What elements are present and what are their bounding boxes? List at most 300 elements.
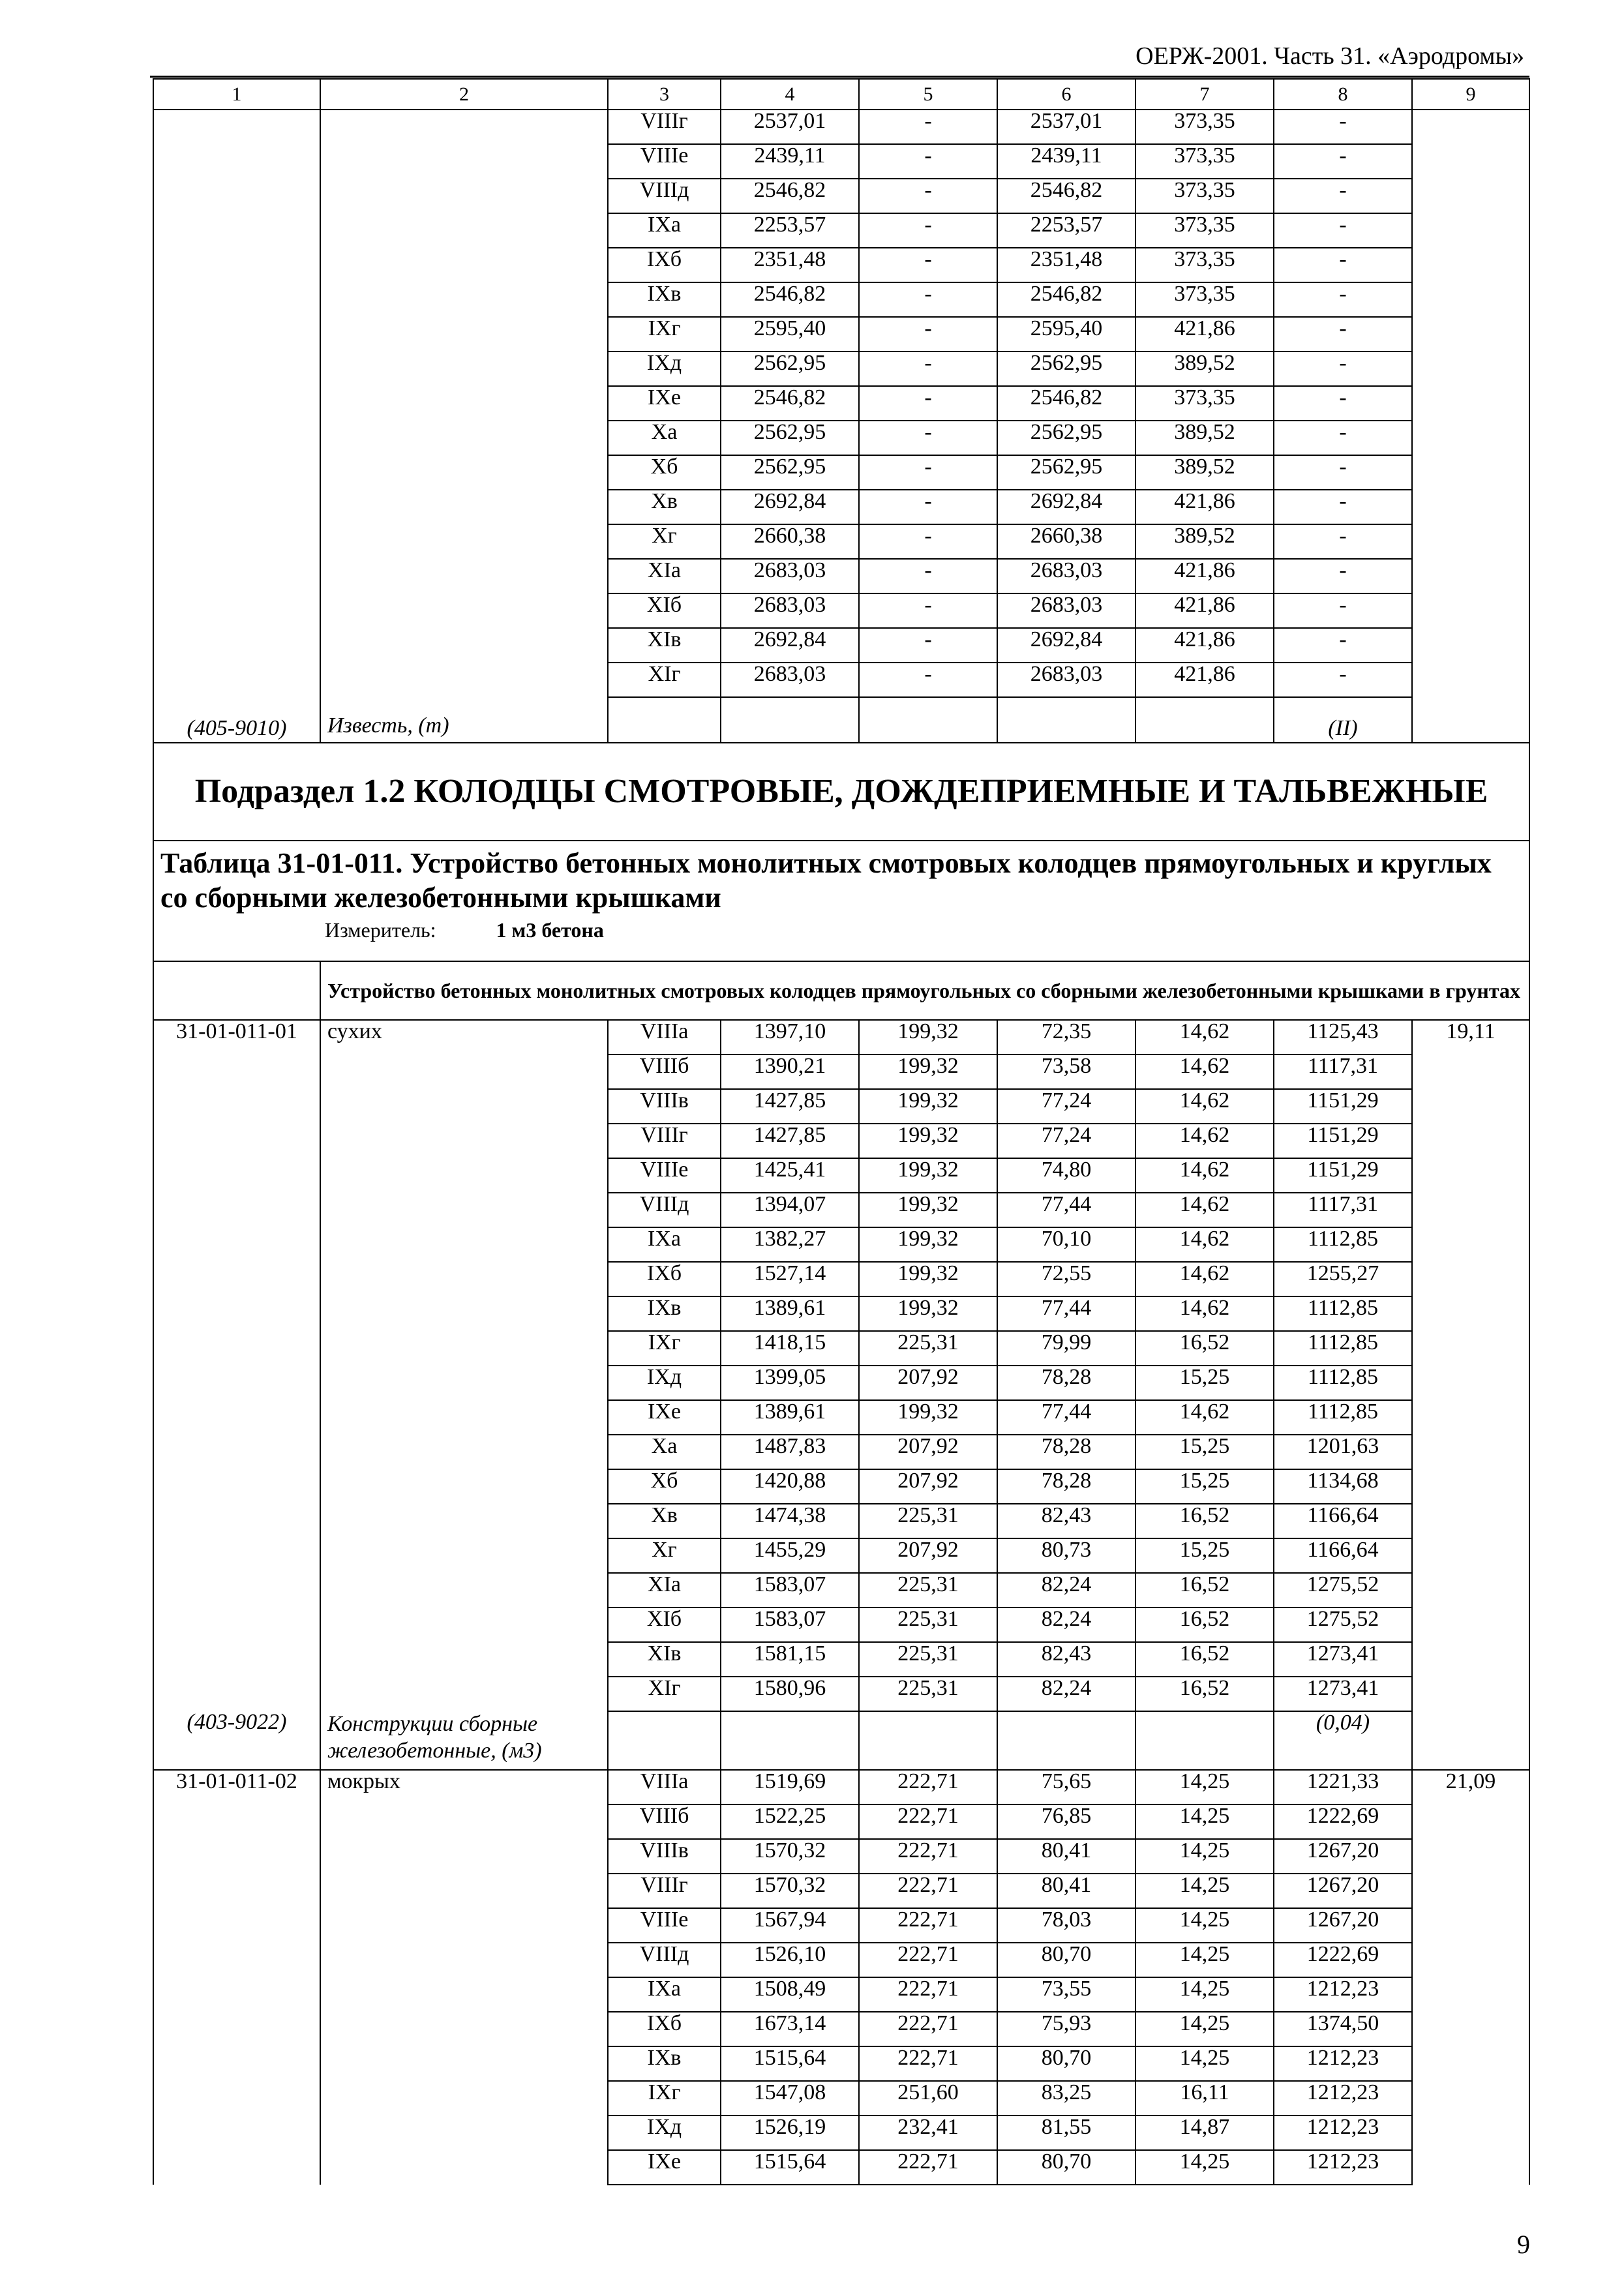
value-cell: 1151,29 [1274, 1124, 1412, 1158]
value-cell: 2562,95 [997, 455, 1135, 490]
table-title-cell [153, 841, 1529, 961]
work-name-cell [320, 1089, 608, 1124]
running-header [150, 38, 1529, 78]
empty-cell [1135, 697, 1274, 743]
table-row [153, 2081, 1529, 2116]
value-cell: 1112,85 [1274, 1296, 1412, 1331]
zone-cell: IXа [608, 1977, 721, 2012]
table-row [153, 213, 1529, 248]
value-cell: 2692,84 [721, 490, 859, 524]
value-cell: 14,62 [1135, 1089, 1274, 1124]
work-name-cell [320, 1331, 608, 1366]
value-cell: 1125,43 [1274, 1020, 1412, 1055]
value-cell: 1397,10 [721, 1020, 859, 1055]
value-cell: - [859, 593, 997, 628]
material-code: (405-9010) [153, 697, 320, 743]
subsection-title: Подраздел 1.2 КОЛОДЦЫ СМОТРОВЫЕ, ДОЖДЕПРИЕМНЫЕ И ТАЛЬВЕЖНЫЕ [153, 743, 1529, 841]
work-name-cell [320, 317, 608, 352]
table-row [153, 1874, 1529, 1908]
value-cell: 1112,85 [1274, 1366, 1412, 1400]
value-cell: 222,71 [859, 1804, 997, 1839]
zone-cell: Xа [608, 421, 721, 455]
value-cell: 70,10 [997, 1227, 1135, 1262]
table-row [153, 1608, 1529, 1642]
value-cell: 2351,48 [721, 248, 859, 282]
value-cell: 2546,82 [721, 282, 859, 317]
rate-code-cell [153, 282, 320, 317]
value-cell: 199,32 [859, 1400, 997, 1435]
value-cell: 1522,25 [721, 1804, 859, 1839]
value-cell: 77,44 [997, 1296, 1135, 1331]
value-cell: 1515,64 [721, 2046, 859, 2081]
work-name-cell [320, 2081, 608, 2116]
value-cell: 373,35 [1135, 213, 1274, 248]
labor-cell [1412, 490, 1529, 524]
group-title-row [153, 961, 1529, 1020]
zone-cell: IXг [608, 1331, 721, 1366]
value-cell: 1151,29 [1274, 1089, 1412, 1124]
labor-cell [1412, 1435, 1529, 1469]
table-row [153, 1538, 1529, 1573]
value-cell: 2660,38 [721, 524, 859, 559]
value-cell: 1389,61 [721, 1296, 859, 1331]
value-cell: 207,92 [859, 1538, 997, 1573]
table-row [153, 1124, 1529, 1158]
rate-code-cell [153, 110, 320, 144]
work-name-cell [320, 1573, 608, 1608]
value-cell: 72,55 [997, 1262, 1135, 1296]
value-cell: 16,52 [1135, 1331, 1274, 1366]
value-cell: 82,24 [997, 1573, 1135, 1608]
value-cell: 14,25 [1135, 1977, 1274, 2012]
table-row [153, 2150, 1529, 2185]
material-name: Конструкции сборные железобетонные, (м3) [320, 1711, 608, 1770]
value-cell: 1583,07 [721, 1573, 859, 1608]
value-cell: - [859, 490, 997, 524]
zone-cell: IXв [608, 282, 721, 317]
work-name-cell [320, 2046, 608, 2081]
zone-cell: XIг [608, 663, 721, 697]
value-cell: 225,31 [859, 1608, 997, 1642]
labor-cell [1412, 1227, 1529, 1262]
value-cell: - [859, 559, 997, 593]
value-cell: 1389,61 [721, 1400, 859, 1435]
value-cell: 232,41 [859, 2116, 997, 2150]
value-cell: 2351,48 [997, 248, 1135, 282]
zone-cell: XIа [608, 559, 721, 593]
value-cell: 1222,69 [1274, 1943, 1412, 1977]
rate-code-cell [153, 490, 320, 524]
value-cell: 1583,07 [721, 1608, 859, 1642]
labor-cell [1412, 144, 1529, 179]
value-cell: 14,25 [1135, 2046, 1274, 2081]
value-cell: 73,55 [997, 1977, 1135, 2012]
work-name-cell [320, 1804, 608, 1839]
rate-code-cell [153, 2046, 320, 2081]
work-name-cell [320, 1608, 608, 1642]
work-name-cell [320, 2116, 608, 2150]
rate-code-cell [153, 1331, 320, 1366]
table-row [153, 1193, 1529, 1227]
work-name-cell [320, 490, 608, 524]
value-cell: 2546,82 [997, 386, 1135, 421]
value-cell: - [1274, 352, 1412, 386]
material-code: (403-9022) [153, 1711, 320, 1770]
value-cell: 82,24 [997, 1608, 1135, 1642]
zone-cell: Xг [608, 524, 721, 559]
value-cell: 1570,32 [721, 1874, 859, 1908]
value-cell: 2683,03 [721, 593, 859, 628]
labor-cell [1412, 1642, 1529, 1677]
table-row [153, 1296, 1529, 1331]
value-cell: 14,25 [1135, 2150, 1274, 2185]
value-cell: - [859, 110, 997, 144]
value-cell: - [1274, 317, 1412, 352]
empty-cell [1135, 1711, 1274, 1770]
value-cell: 373,35 [1135, 248, 1274, 282]
zone-cell: IXд [608, 1366, 721, 1400]
table-row [153, 1366, 1529, 1400]
empty-cell [1412, 1711, 1529, 1770]
labor-cell [1412, 1504, 1529, 1538]
value-cell: 2546,82 [721, 386, 859, 421]
value-cell: 199,32 [859, 1124, 997, 1158]
material-qty: (0,04) [1274, 1711, 1412, 1770]
labor-cell [1412, 1538, 1529, 1573]
work-name-cell [320, 1055, 608, 1089]
empty-cell [859, 697, 997, 743]
zone-cell: VIIIд [608, 1193, 721, 1227]
value-cell: - [859, 213, 997, 248]
value-cell: 2692,84 [997, 628, 1135, 663]
zone-cell: XIв [608, 628, 721, 663]
table-row [153, 628, 1529, 663]
value-cell: 14,25 [1135, 2012, 1274, 2046]
work-name-cell [320, 1642, 608, 1677]
value-cell: 1567,94 [721, 1908, 859, 1943]
value-cell: - [1274, 282, 1412, 317]
value-cell: 1275,52 [1274, 1608, 1412, 1642]
labor-cell [1412, 1366, 1529, 1400]
value-cell: 1515,64 [721, 2150, 859, 2185]
value-cell: 79,99 [997, 1331, 1135, 1366]
value-cell: 373,35 [1135, 386, 1274, 421]
column-number: 1 [153, 79, 320, 110]
work-name-cell [320, 1296, 608, 1331]
value-cell: 2595,40 [997, 317, 1135, 352]
labor-cell [1412, 1089, 1529, 1124]
rate-code-cell [153, 1504, 320, 1538]
zone-cell: VIIIв [608, 1089, 721, 1124]
rate-code-cell: 31-01-011-01 [153, 1020, 320, 1055]
value-cell: 1112,85 [1274, 1331, 1412, 1366]
value-cell: 1474,38 [721, 1504, 859, 1538]
value-cell: 2546,82 [997, 179, 1135, 213]
zone-cell: VIIIе [608, 144, 721, 179]
value-cell: 1273,41 [1274, 1677, 1412, 1711]
work-name-cell [320, 1366, 608, 1400]
value-cell: 2562,95 [997, 421, 1135, 455]
value-cell: - [1274, 248, 1412, 282]
value-cell: 225,31 [859, 1642, 997, 1677]
rate-code-cell [153, 386, 320, 421]
value-cell: - [859, 421, 997, 455]
value-cell: - [859, 663, 997, 697]
table-row [153, 1943, 1529, 1977]
value-cell: 1418,15 [721, 1331, 859, 1366]
value-cell: 1112,85 [1274, 1400, 1412, 1435]
value-cell: 421,86 [1135, 663, 1274, 697]
measure-line [160, 920, 1522, 940]
table-row [153, 1089, 1529, 1124]
value-cell: 222,71 [859, 1874, 997, 1908]
value-cell: 199,32 [859, 1262, 997, 1296]
zone-cell: IXб [608, 1262, 721, 1296]
value-cell: 225,31 [859, 1573, 997, 1608]
value-cell: 74,80 [997, 1158, 1135, 1193]
labor-cell [1412, 1055, 1529, 1089]
rate-code-cell [153, 663, 320, 697]
value-cell: 2562,95 [721, 352, 859, 386]
value-cell: 2562,95 [997, 352, 1135, 386]
work-name-cell [320, 1435, 608, 1469]
empty-cell [859, 1711, 997, 1770]
value-cell: 14,62 [1135, 1227, 1274, 1262]
value-cell: 1487,83 [721, 1435, 859, 1469]
value-cell: 80,41 [997, 1839, 1135, 1874]
table-body [153, 79, 1529, 2185]
rate-code-cell [153, 1296, 320, 1331]
value-cell: 1394,07 [721, 1193, 859, 1227]
table-row [153, 559, 1529, 593]
zone-cell: IXа [608, 213, 721, 248]
table-row [153, 1469, 1529, 1504]
value-cell: 2546,82 [997, 282, 1135, 317]
labor-cell [1412, 282, 1529, 317]
value-cell: 2692,84 [997, 490, 1135, 524]
value-cell: 199,32 [859, 1158, 997, 1193]
empty-cell [1412, 697, 1529, 743]
value-cell: - [1274, 559, 1412, 593]
table-row [153, 1055, 1529, 1089]
value-cell: 1519,69 [721, 1770, 859, 1804]
value-cell: 251,60 [859, 2081, 997, 2116]
table-row [153, 1262, 1529, 1296]
value-cell: 1275,52 [1274, 1573, 1412, 1608]
work-name-cell [320, 1262, 608, 1296]
value-cell: 207,92 [859, 1469, 997, 1504]
value-cell: 199,32 [859, 1193, 997, 1227]
value-cell: 222,71 [859, 2046, 997, 2081]
work-name-cell [320, 352, 608, 386]
value-cell: 14,62 [1135, 1124, 1274, 1158]
rate-code-cell [153, 1055, 320, 1089]
work-name-cell [320, 1469, 608, 1504]
work-name-cell [320, 455, 608, 490]
value-cell: 2595,40 [721, 317, 859, 352]
value-cell: - [859, 144, 997, 179]
value-cell: - [859, 524, 997, 559]
zone-cell: VIIIв [608, 1839, 721, 1874]
labor-cell [1412, 524, 1529, 559]
rate-code-cell [153, 352, 320, 386]
value-cell: 77,44 [997, 1193, 1135, 1227]
value-cell: 80,41 [997, 1874, 1135, 1908]
rate-code-cell [153, 1193, 320, 1227]
table-row [153, 1804, 1529, 1839]
rate-code-cell [153, 455, 320, 490]
value-cell: 1527,14 [721, 1262, 859, 1296]
labor-cell [1412, 352, 1529, 386]
work-name-cell [320, 1677, 608, 1711]
table-row [153, 179, 1529, 213]
zone-cell: XIб [608, 593, 721, 628]
zone-cell: VIIIб [608, 1804, 721, 1839]
value-cell: 1117,31 [1274, 1055, 1412, 1089]
header-text: ОЕРЖ-2001. Часть 31. «Аэродромы» [1135, 42, 1524, 70]
material-row [153, 1711, 1529, 1770]
value-cell: - [1274, 628, 1412, 663]
work-name-cell [320, 1943, 608, 1977]
table-row [153, 1227, 1529, 1262]
value-cell: 78,28 [997, 1366, 1135, 1400]
value-cell: 1273,41 [1274, 1642, 1412, 1677]
page-number: 9 [1517, 2230, 1530, 2259]
value-cell: 421,86 [1135, 593, 1274, 628]
column-number: 6 [997, 79, 1135, 110]
value-cell: 222,71 [859, 2012, 997, 2046]
column-number: 8 [1274, 79, 1412, 110]
work-name-cell [320, 421, 608, 455]
labor-cell [1412, 1874, 1529, 1908]
value-cell: 222,71 [859, 1977, 997, 2012]
table-row [153, 1642, 1529, 1677]
table-row [153, 352, 1529, 386]
labor-cell [1412, 1124, 1529, 1158]
value-cell: 1570,32 [721, 1839, 859, 1874]
value-cell: 75,65 [997, 1770, 1135, 1804]
table-row [153, 386, 1529, 421]
labor-cell [1412, 1677, 1529, 1711]
zone-cell: VIIIг [608, 1124, 721, 1158]
value-cell: 389,52 [1135, 524, 1274, 559]
labor-cell [1412, 1908, 1529, 1943]
work-name-cell [320, 1158, 608, 1193]
labor-cell [1412, 421, 1529, 455]
value-cell: 1427,85 [721, 1089, 859, 1124]
value-cell: 1212,23 [1274, 1977, 1412, 2012]
value-cell: 222,71 [859, 1908, 997, 1943]
empty-cell [608, 1711, 721, 1770]
value-cell: 199,32 [859, 1020, 997, 1055]
work-name-cell [320, 663, 608, 697]
zone-cell: VIIIа [608, 1770, 721, 1804]
value-cell: 14,62 [1135, 1020, 1274, 1055]
rate-code-cell [153, 1262, 320, 1296]
value-cell: 1526,10 [721, 1943, 859, 1977]
value-cell: 1212,23 [1274, 2081, 1412, 2116]
value-cell: 1382,27 [721, 1227, 859, 1262]
value-cell: 73,58 [997, 1055, 1135, 1089]
value-cell: 1425,41 [721, 1158, 859, 1193]
rate-code-cell [153, 144, 320, 179]
zone-cell: Xа [608, 1435, 721, 1469]
value-cell: 82,43 [997, 1504, 1135, 1538]
value-cell: 1508,49 [721, 1977, 859, 2012]
value-cell: 199,32 [859, 1055, 997, 1089]
value-cell: 1117,31 [1274, 1193, 1412, 1227]
value-cell: 14,25 [1135, 1770, 1274, 1804]
table-row [153, 282, 1529, 317]
value-cell: - [1274, 386, 1412, 421]
labor-cell [1412, 2081, 1529, 2116]
column-number: 4 [721, 79, 859, 110]
zone-cell: VIIIе [608, 1908, 721, 1943]
value-cell: - [1274, 455, 1412, 490]
zone-cell: IXе [608, 1400, 721, 1435]
column-number: 2 [320, 79, 608, 110]
value-cell: 83,25 [997, 2081, 1135, 2116]
value-cell: - [859, 455, 997, 490]
table-row [153, 1770, 1529, 1804]
value-cell: - [1274, 663, 1412, 697]
labor-cell [1412, 1193, 1529, 1227]
rate-code-cell [153, 1158, 320, 1193]
zone-cell: IXд [608, 352, 721, 386]
labor-cell [1412, 1943, 1529, 1977]
value-cell: 14,25 [1135, 1874, 1274, 1908]
value-cell: 16,52 [1135, 1573, 1274, 1608]
empty-cell [153, 961, 320, 1020]
zone-cell: Xв [608, 490, 721, 524]
work-name-cell [320, 593, 608, 628]
value-cell: 421,86 [1135, 490, 1274, 524]
value-cell: 1526,19 [721, 2116, 859, 2150]
zone-cell: Xг [608, 1538, 721, 1573]
group-title: Устройство бетонных монолитных смотровых колодцев прямоугольных со сборными железобетонными крышками в грунтах [320, 961, 1529, 1020]
work-name-cell [320, 110, 608, 144]
zone-cell: IXг [608, 2081, 721, 2116]
labor-cell [1412, 559, 1529, 593]
value-cell: - [1274, 421, 1412, 455]
work-name-cell [320, 1977, 608, 2012]
value-cell: 389,52 [1135, 455, 1274, 490]
table-row [153, 421, 1529, 455]
value-cell: 82,43 [997, 1642, 1135, 1677]
zone-cell: XIв [608, 1642, 721, 1677]
value-cell: 1580,96 [721, 1677, 859, 1711]
value-cell: - [859, 282, 997, 317]
value-cell: 2253,57 [997, 213, 1135, 248]
value-cell: 75,93 [997, 2012, 1135, 2046]
value-cell: 421,86 [1135, 628, 1274, 663]
value-cell: 2660,38 [997, 524, 1135, 559]
value-cell: 80,70 [997, 2150, 1135, 2185]
table-row [153, 1400, 1529, 1435]
value-cell: 14,25 [1135, 1804, 1274, 1839]
value-cell: 1166,64 [1274, 1538, 1412, 1573]
rate-code-cell: 31-01-011-02 [153, 1770, 320, 1804]
rate-code-cell [153, 593, 320, 628]
value-cell: 80,73 [997, 1538, 1135, 1573]
work-name-cell [320, 1839, 608, 1874]
table-row [153, 455, 1529, 490]
value-cell: 1399,05 [721, 1366, 859, 1400]
value-cell: - [1274, 144, 1412, 179]
value-cell: 14,62 [1135, 1193, 1274, 1227]
value-cell: 1420,88 [721, 1469, 859, 1504]
rate-code-cell [153, 1435, 320, 1469]
